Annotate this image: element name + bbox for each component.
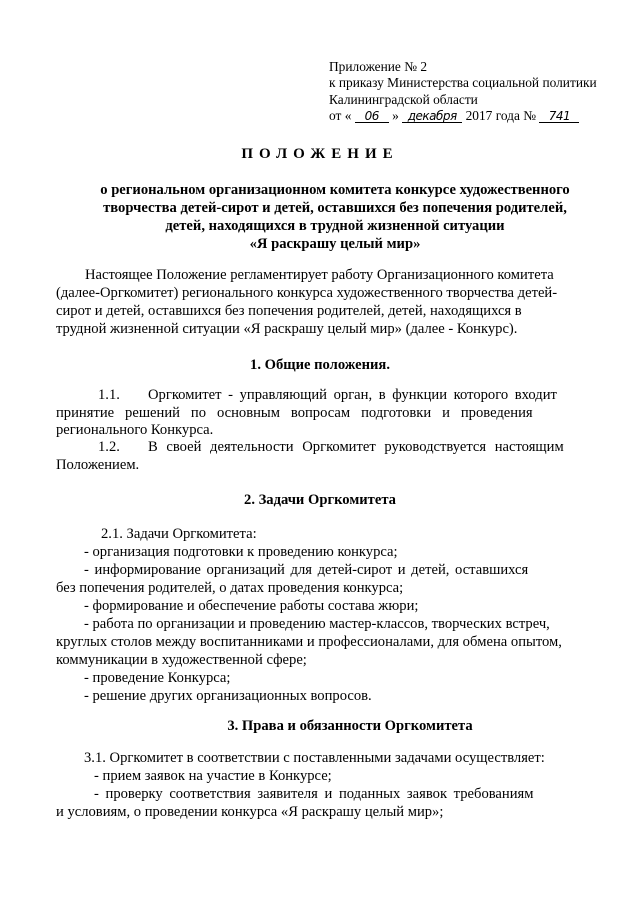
annex-date-line xyxy=(329,108,597,124)
subtitle-line: детей, находящихся в трудной жизненной ситуации xyxy=(165,218,505,234)
list-line: коммуникации в художественной сфере; xyxy=(56,652,307,668)
section-heading: 3. Права и обязанности Оргкомитета xyxy=(227,718,473,734)
date-month xyxy=(402,110,462,123)
intro-line: трудной жизненной ситуации «Я раскрашу целый мир» (далее - Конкурс). xyxy=(56,321,518,337)
intro-line xyxy=(56,302,596,320)
annex-line: Приложение № 2 xyxy=(329,59,428,74)
list-line: - работа по организации и проведению мастер-классов, творческих встреч, xyxy=(84,616,550,632)
intro-text: (далее-Оргкомитет) регионального конкурса художественного творчества детей- xyxy=(56,285,558,301)
item-number: 1.1. xyxy=(98,387,120,403)
list-line: - прием заявок на участие в Конкурсе; xyxy=(94,768,332,784)
date-month-handwritten: декабря xyxy=(407,108,457,123)
doc-number xyxy=(539,110,579,123)
intro-text: Настоящее Положение регламентирует работу Организационного комитета xyxy=(85,267,554,283)
item-text: В своей деятельности Оргкомитет руководствуется настоящим xyxy=(148,439,564,455)
subtitle-line: творчества детей-сирот и детей, оставшихся без попечения родителей, xyxy=(103,200,567,216)
list-line: - информирование организаций для детей-сирот и детей, оставшихся xyxy=(84,562,529,578)
intro-line xyxy=(56,284,596,302)
list-line: 2.1. Задачи Оргкомитета: xyxy=(101,526,257,542)
section-heading: 1. Общие положения. xyxy=(250,357,390,373)
item-text: Положением. xyxy=(56,457,140,473)
annex-line: Калининградской области xyxy=(329,91,478,107)
list-line: без попечения родителей, о датах проведения конкурса; xyxy=(56,580,404,596)
date-day-handwritten: 06 xyxy=(364,108,379,123)
annex-line: к приказу Министерства социальной политики xyxy=(329,75,597,91)
list-line: - организация подготовки к проведению конкурса; xyxy=(84,544,398,560)
doc-number-handwritten: 741 xyxy=(548,108,571,123)
list-line: 3.1. Оргкомитет в соответствии с поставленными задачами осуществляет: xyxy=(84,750,545,766)
subtitle-line: о региональном организационном комитета конкурсе художественного xyxy=(100,182,570,198)
list-line: - решение других организационных вопросов. xyxy=(84,688,372,704)
date-mid: » xyxy=(392,107,399,123)
intro-line xyxy=(85,266,596,284)
item-number: 1.2. xyxy=(98,439,120,455)
item-text: регионального Конкурса. xyxy=(56,422,214,438)
document-subtitle xyxy=(80,181,590,253)
list-line: - проверку соответствия заявителя и поданных заявок требованиям xyxy=(94,786,534,802)
item-text: Оргкомитет - управляющий орган, в функции которого входит xyxy=(148,387,557,403)
item-text: принятие решений по основным вопросам подготовки и проведения xyxy=(56,405,533,421)
list-line: круглых столов между воспитанниками и профессионалами, для обмена опытом, xyxy=(56,634,562,650)
list-line: - проведение Конкурса; xyxy=(84,670,231,686)
annex-block xyxy=(329,59,597,124)
list-line: - формирование и обеспечение работы состава жюри; xyxy=(84,598,419,614)
intro-text: сирот и детей, оставшихся без попечения родителей, детей, находящихся в xyxy=(56,303,522,319)
document-title: ПОЛОЖЕНИЕ xyxy=(241,146,399,162)
date-year: 2017 года № xyxy=(465,107,537,123)
date-day xyxy=(355,110,389,123)
section-heading: 2. Задачи Оргкомитета xyxy=(244,492,396,508)
list-line: и условиям, о проведении конкурса «Я раскрашу целый мир»; xyxy=(56,804,444,820)
subtitle-line: «Я раскрашу целый мир» xyxy=(249,236,421,252)
date-prefix: от « xyxy=(329,107,352,123)
